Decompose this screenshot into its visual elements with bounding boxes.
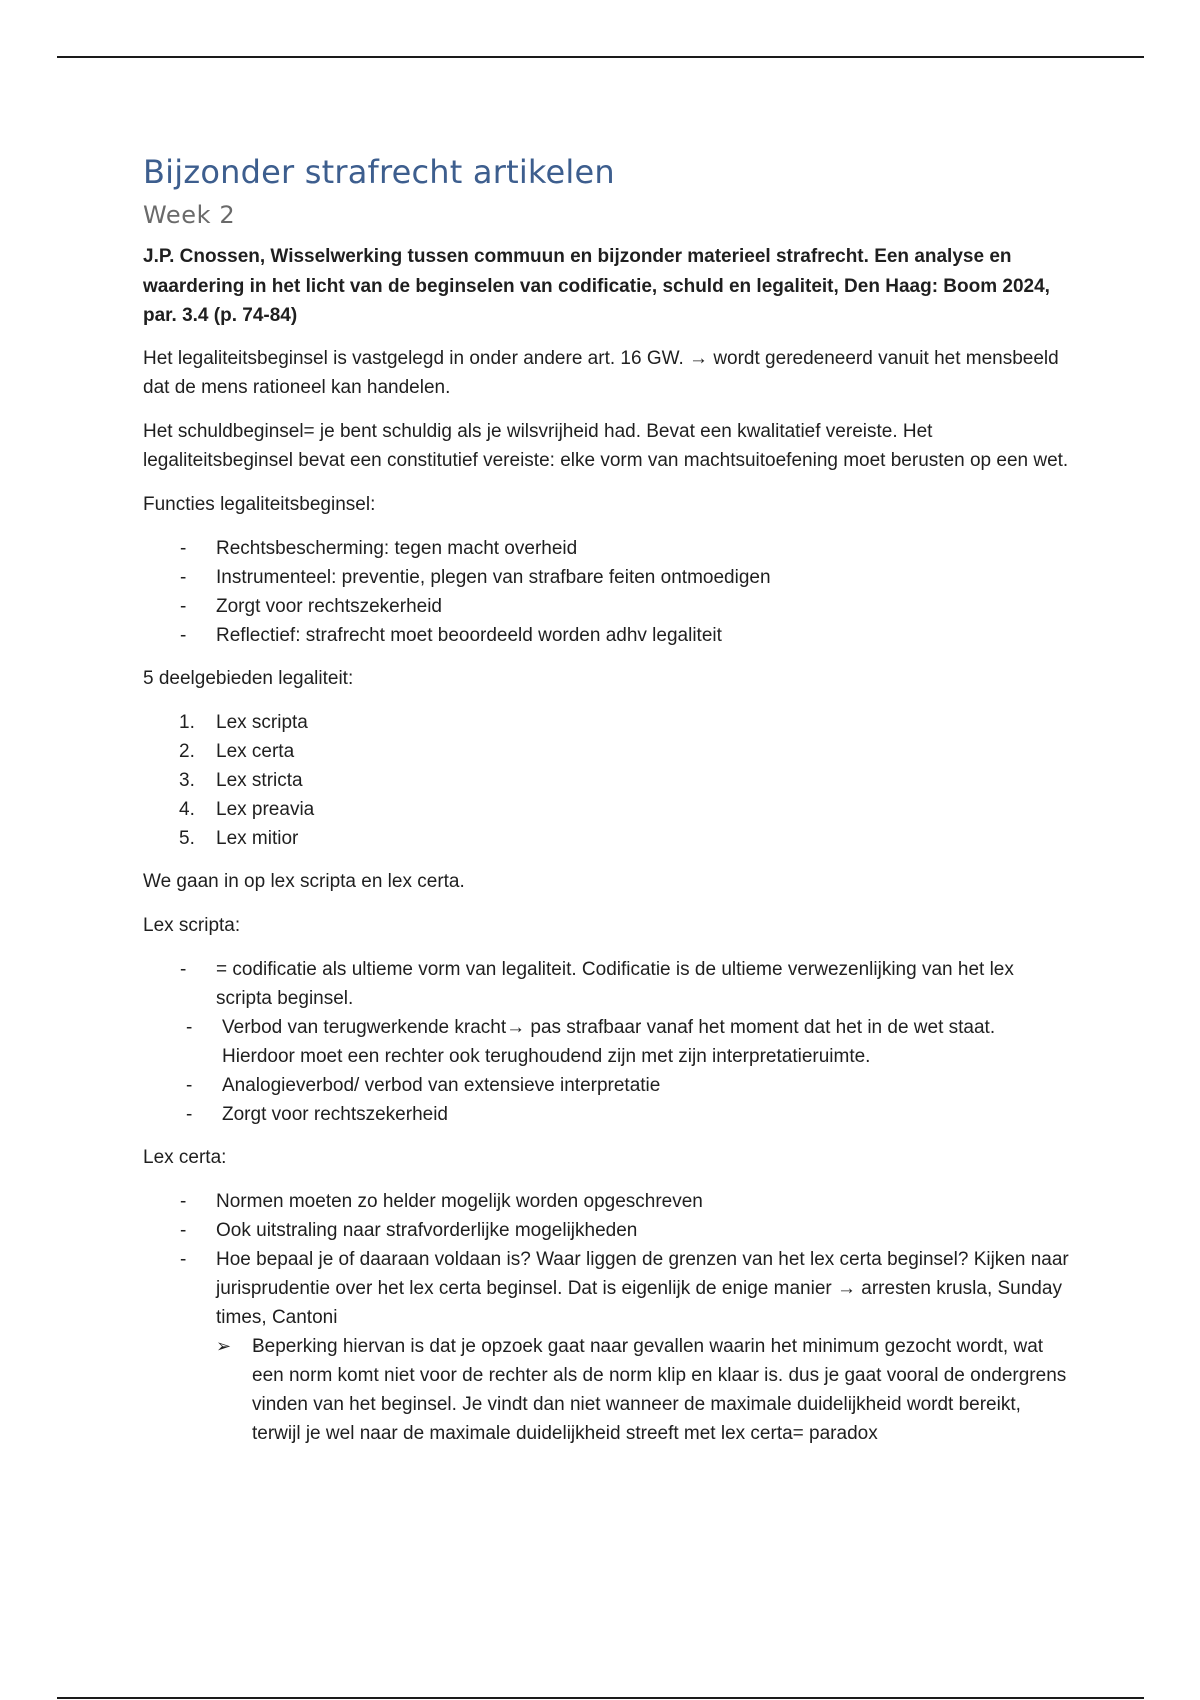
list-label: Lex scripta [216, 711, 308, 733]
areas-heading: 5 deelgebieden legaliteit: [143, 667, 354, 689]
list-item: - Verbod van terugwerkende kracht→ pas strafbaar vanaf het moment dat het in de wet staat. Hierdoor moet een rechter ook terughoudend zijn met zijn interpretatieruimte. [143, 1013, 1073, 1071]
areas-list [143, 708, 1073, 853]
functions-heading: Functies legaliteitsbeginsel: [143, 493, 376, 515]
list-item [143, 1245, 1073, 1448]
list-number: 2. [179, 740, 195, 762]
list-item [143, 708, 1073, 737]
list-number: 5. [179, 827, 195, 849]
list-label: Lex stricta [216, 769, 303, 791]
list-number: 4. [179, 798, 195, 820]
arrowhead-bullet-icon: - ➢ [216, 1335, 232, 1356]
source-reference: J.P. Cnossen, Wisselwerking tussen commuun en bijzonder materieel strafrecht. Een analyse en waardering in het licht van de beginselen van codificatie, schuld en legaliteit, Den Haag: Boom 2024, par. 3.4 (p. 74-84) [143, 246, 1050, 326]
document-subtitle: Week 2 [143, 201, 236, 229]
list-item: - Analogieverbod/ verbod van extensieve interpretatie [143, 1071, 1073, 1100]
list-label: Lex mitior [216, 827, 299, 849]
list-item: - Zorgt voor rechtszekerheid [143, 1100, 1073, 1129]
lex-certa-sublist [216, 1332, 1073, 1448]
sub-list-item-text: Beperking hiervan is dat je opzoek gaat naar gevallen waarin het minimum gezocht wordt, wat een norm komt niet voor de rechter als de norm klip en klaar is. dus je gaat vooral de ondergrens vinden van het beginsel. Je vindt dan niet wanneer de maximale duidelijkheid wordt bereikt, terwijl je wel naar de maximale duidelijkheid streeft met lex certa= paradox [252, 1335, 1067, 1444]
header-rule [57, 56, 1144, 58]
list-label: Lex certa [216, 740, 295, 762]
focus-paragraph: We gaan in op lex scripta en lex certa. [143, 870, 465, 892]
list-item: - Instrumenteel: preventie, plegen van strafbare feiten ontmoedigen [143, 563, 1073, 592]
list-item [143, 795, 1073, 824]
list-item: - Zorgt voor rechtszekerheid [143, 592, 1073, 621]
list-number: 3. [179, 769, 195, 791]
list-item: - = codificatie als ultieme vorm van legaliteit. Codificatie is de ultieme verwezenlijking van het lex scripta beginsel. [143, 955, 1073, 1013]
list-number: 1. [179, 711, 195, 733]
paragraph-legaliteit: Het legaliteitsbeginsel is vastgelegd in onder andere art. 16 GW. → wordt geredeneerd vanuit het mensbeeld dat de mens rationeel kan handelen. [143, 347, 1059, 398]
paragraph-schuldbeginsel: Het schuldbeginsel= je bent schuldig als je wilsvrijheid had. Bevat een kwalitatief vereiste. Het legaliteitsbeginsel bevat een constitutief vereiste: elke vorm van machtsuitoefening moet berusten op een wet. [143, 420, 1069, 471]
list-item: - Rechtsbescherming: tegen macht overheid [143, 534, 1073, 563]
list-item-text: Hoe bepaal je of daaraan voldaan is? Waar liggen de grenzen van het lex certa beginsel? Kijken naar jurisprudentie over het lex certa beginsel. Dat is eigenlijk de enige manier → arresten krusla, Sunday times, Cantoni [216, 1248, 1069, 1328]
document-title: Bijzonder strafrecht artikelen [143, 153, 615, 191]
lex-scripta-heading: Lex scripta: [143, 914, 241, 936]
list-item: - Normen moeten zo helder mogelijk worden opgeschreven [143, 1187, 1073, 1216]
list-item: - Reflectief: strafrecht moet beoordeeld worden adhv legaliteit [143, 621, 1073, 650]
list-item [143, 824, 1073, 853]
lex-certa-list [143, 1187, 1073, 1448]
list-label: Lex preavia [216, 798, 315, 820]
footer-rule [57, 1697, 1144, 1699]
functions-list [143, 534, 1073, 650]
lex-certa-heading: Lex certa: [143, 1146, 227, 1168]
lex-scripta-list [143, 955, 1073, 1129]
list-item [143, 766, 1073, 795]
list-item: - Ook uitstraling naar strafvorderlijke mogelijkheden [143, 1216, 1073, 1245]
document-page [143, 150, 1073, 1462]
list-item [143, 737, 1073, 766]
sub-list-item [216, 1332, 1073, 1448]
